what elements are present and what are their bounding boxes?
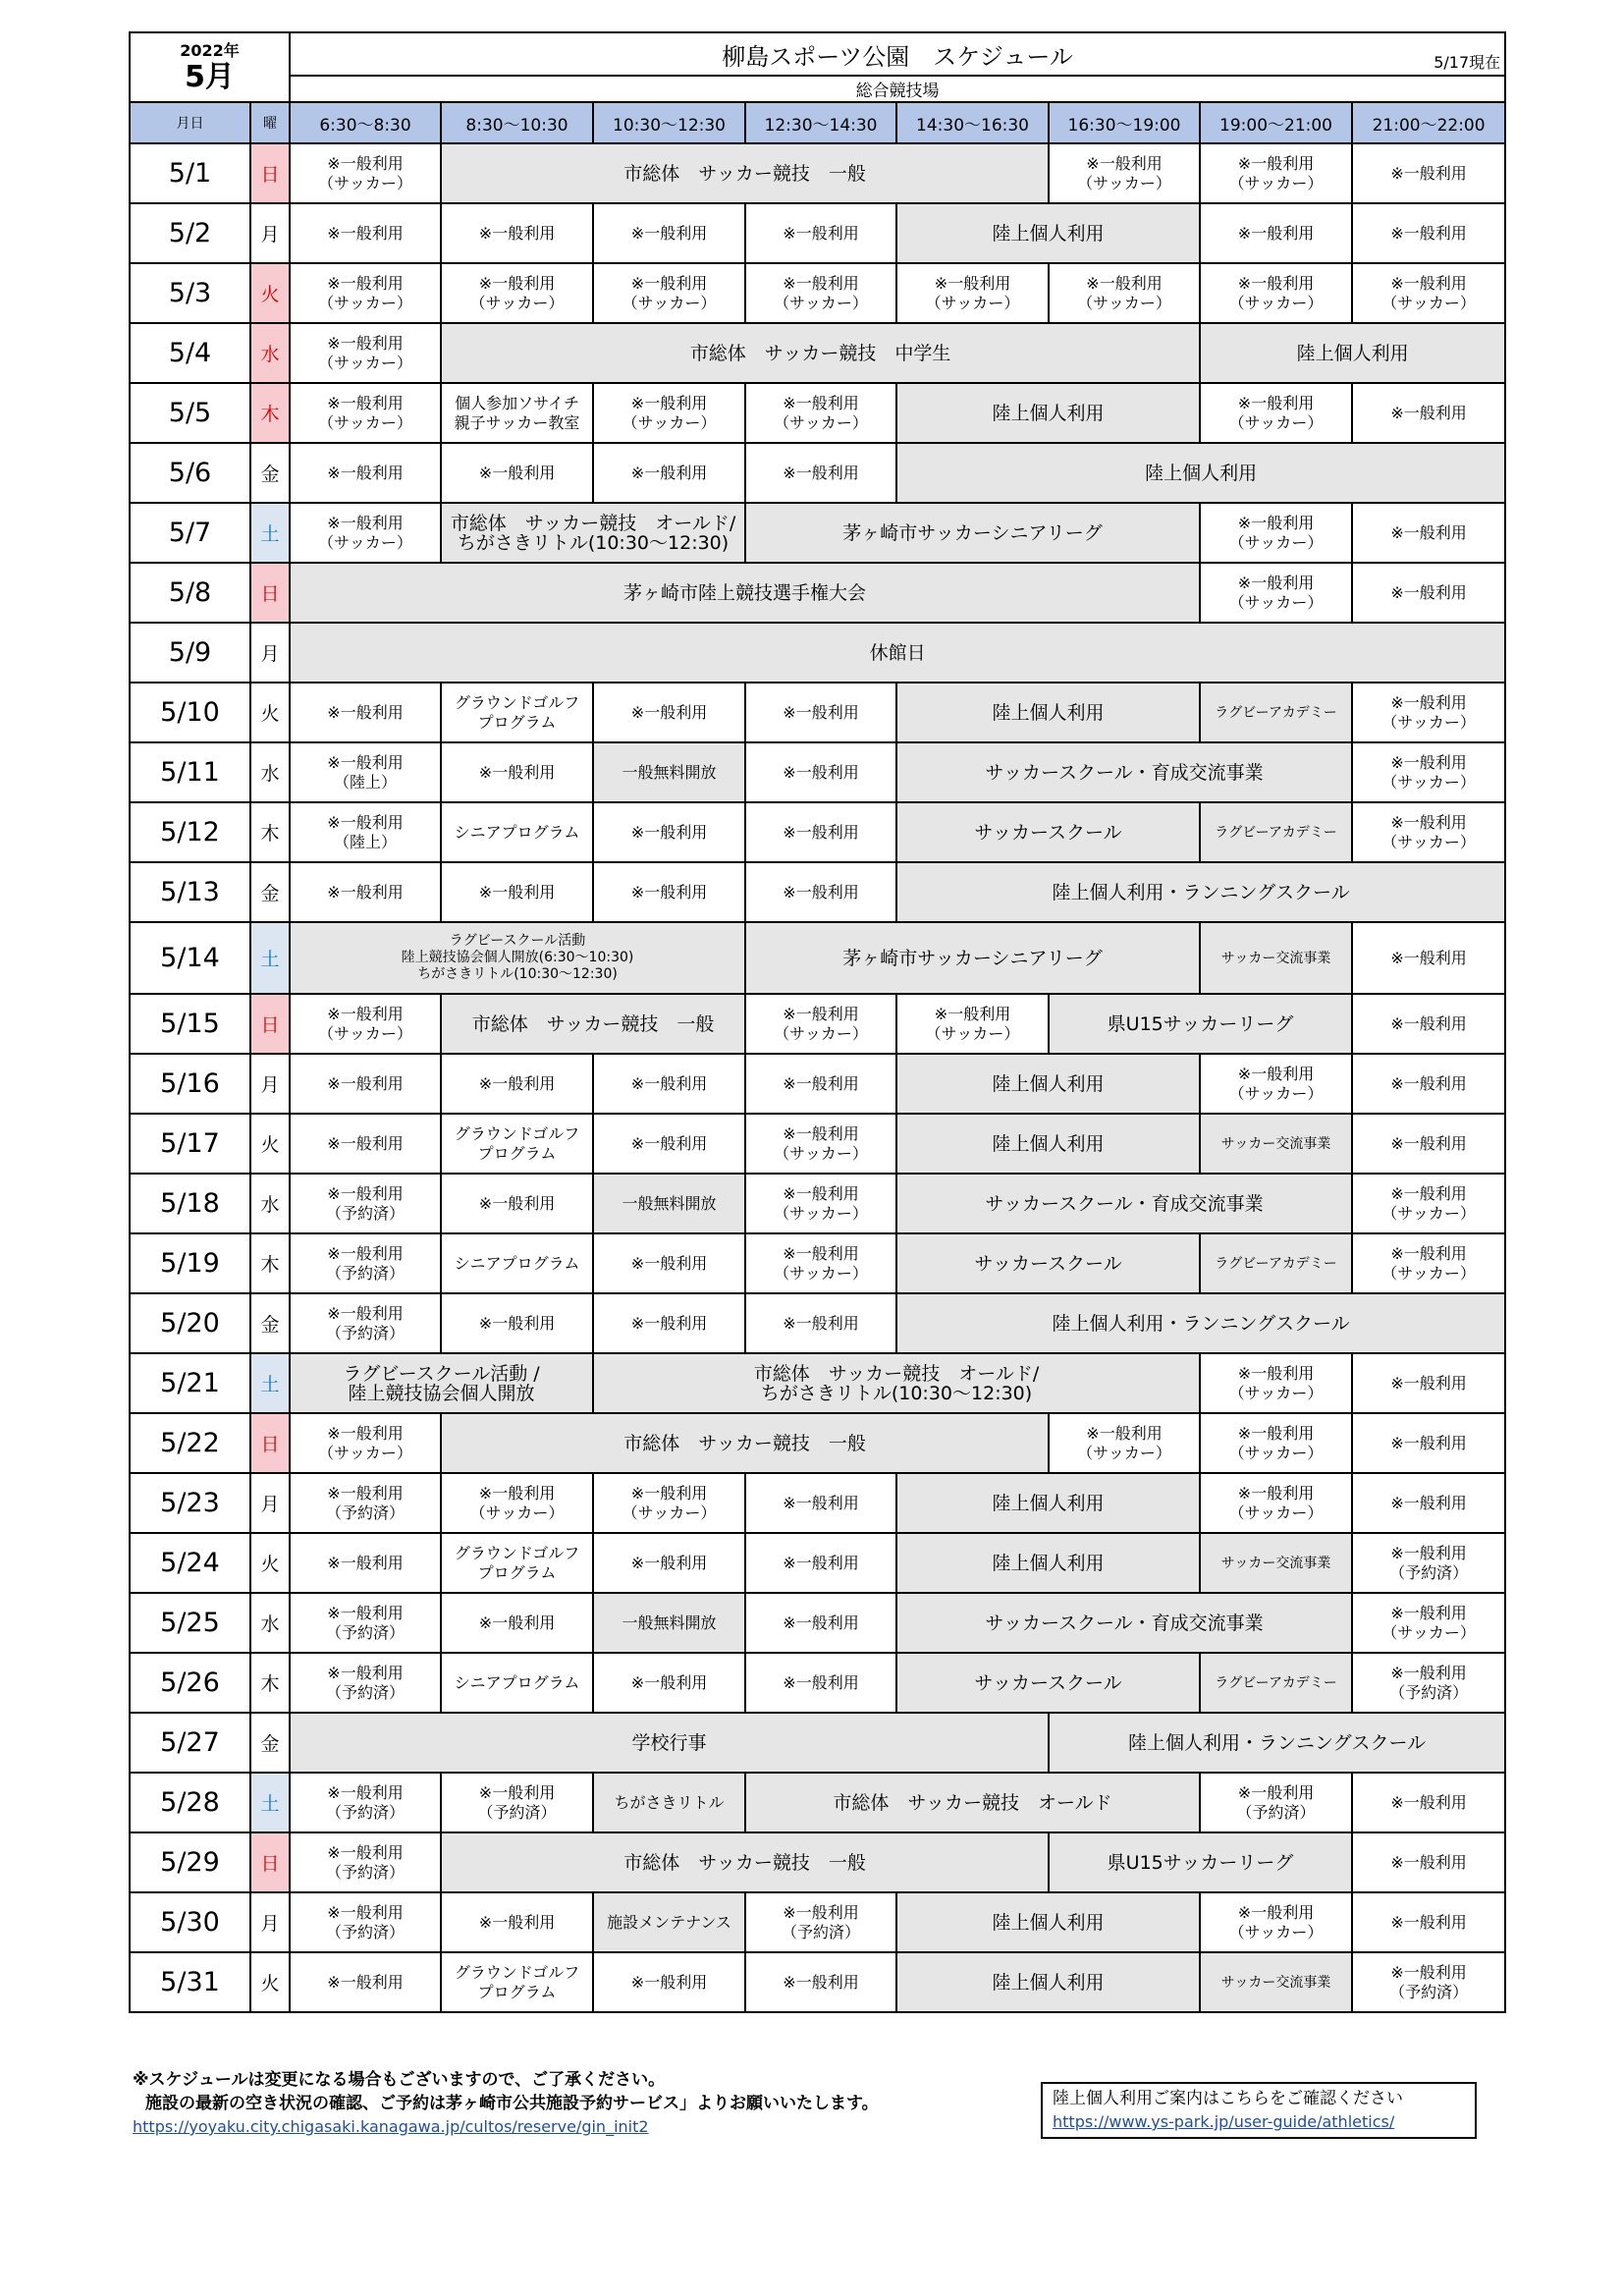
slot-cell: ※一般利用	[441, 203, 593, 263]
slot-cell: グラウンドゴルフ プログラム	[441, 1533, 593, 1593]
slot-cell: ※一般利用	[1352, 203, 1505, 263]
weekday-cell: 金	[250, 1293, 290, 1353]
slot-cell: ※一般利用 （サッカー）	[1200, 1413, 1352, 1473]
slot-cell: ※一般利用 （サッカー）	[1200, 1054, 1352, 1114]
event-cell: サッカー交流事業	[1200, 1114, 1352, 1174]
event-cell: 陸上個人利用	[896, 683, 1200, 742]
slot-cell: シニアプログラム	[441, 802, 593, 862]
weekday-cell: 火	[250, 1533, 290, 1593]
slot-cell: ※一般利用 （陸上）	[290, 802, 441, 862]
weekday-cell: 水	[250, 323, 290, 383]
date-cell: 5/20	[130, 1293, 250, 1353]
slot-cell: ※一般利用 （サッカー）	[745, 1114, 896, 1174]
weekday-cell: 火	[250, 1952, 290, 2012]
slot-cell: ※一般利用 （予約済）	[290, 1473, 441, 1533]
event-cell: 市総体 サッカー競技 一般	[441, 994, 745, 1054]
slot-cell: ※一般利用 （サッカー）	[745, 994, 896, 1054]
reservation-link[interactable]: https://yoyaku.city.chigasaki.kanagawa.jp/cultos/reserve/gin_init2	[133, 2117, 649, 2136]
date-cell: 5/29	[130, 1832, 250, 1892]
slot-cell: ※一般利用 （サッカー）	[745, 1174, 896, 1233]
event-cell: 県U15サッカーリーグ	[1049, 994, 1352, 1054]
slot-cell: ※一般利用 （予約済）	[1200, 1773, 1352, 1832]
slot-cell: ※一般利用	[745, 1293, 896, 1353]
event-cell: サッカー交流事業	[1200, 922, 1352, 994]
slot-cell: ※一般利用	[1352, 383, 1505, 443]
slot-cell: ※一般利用	[745, 1533, 896, 1593]
date-cell: 5/10	[130, 683, 250, 742]
slot-cell: ※一般利用 （サッカー）	[1352, 1174, 1505, 1233]
slot-cell: ※一般利用 （予約済）	[1352, 1653, 1505, 1713]
slot-cell: ※一般利用 （サッカー）	[593, 383, 745, 443]
slot-cell: ※一般利用 （サッカー）	[1200, 563, 1352, 623]
schedule-row	[130, 1413, 1505, 1473]
slot-cell: ※一般利用	[593, 1114, 745, 1174]
slot-cell: ※一般利用	[290, 1952, 441, 2012]
column-header-row	[130, 102, 1505, 143]
slot-cell: ※一般利用	[593, 203, 745, 263]
date-cell: 5/19	[130, 1233, 250, 1293]
schedule-row	[130, 1174, 1505, 1233]
weekday-cell: 火	[250, 683, 290, 742]
slot-cell: ※一般利用 （サッカー）	[290, 383, 441, 443]
col-date-header: 月日	[130, 102, 250, 143]
schedule-row	[130, 323, 1505, 383]
slot-cell: ※一般利用	[1352, 994, 1505, 1054]
weekday-cell: 火	[250, 263, 290, 323]
event-cell: サッカースクール・育成交流事業	[896, 1593, 1352, 1653]
weekday-cell: 火	[250, 1114, 290, 1174]
slot-cell: ※一般利用	[745, 1593, 896, 1653]
slot-cell: ※一般利用	[593, 862, 745, 922]
slot-cell: ※一般利用	[290, 203, 441, 263]
date-cell: 5/17	[130, 1114, 250, 1174]
slot-cell: ※一般利用 （サッカー）	[896, 994, 1049, 1054]
time-slot-header: 16:30～19:00	[1049, 102, 1200, 143]
schedule-row	[130, 1773, 1505, 1832]
event-cell: 陸上個人利用	[896, 1533, 1200, 1593]
slot-cell: ※一般利用	[593, 802, 745, 862]
date-cell: 5/1	[130, 143, 250, 203]
schedule-row	[130, 263, 1505, 323]
event-cell: ちがさきリトル	[593, 1773, 745, 1832]
as-of-date: 5/17現在	[1434, 53, 1501, 72]
schedule-row	[130, 383, 1505, 443]
slot-cell: ※一般利用 （サッカー）	[1352, 263, 1505, 323]
slot-cell: ※一般利用 （サッカー）	[441, 1473, 593, 1533]
slot-cell: ※一般利用	[441, 1054, 593, 1114]
slot-cell: ※一般利用 （サッカー）	[896, 263, 1049, 323]
schedule-row	[130, 1653, 1505, 1713]
slot-cell: グラウンドゴルフ プログラム	[441, 683, 593, 742]
athletics-info-box	[1041, 2082, 1477, 2139]
slot-cell: ※一般利用 （サッカー）	[1049, 143, 1200, 203]
slot-cell: ※一般利用 （サッカー）	[745, 1233, 896, 1293]
slot-cell: ※一般利用	[1352, 563, 1505, 623]
date-cell: 5/2	[130, 203, 250, 263]
slot-cell: ※一般利用 （サッカー）	[1200, 503, 1352, 563]
weekday-cell: 土	[250, 922, 290, 994]
slot-cell: ※一般利用 （サッカー）	[1200, 143, 1352, 203]
date-cell: 5/5	[130, 383, 250, 443]
event-cell: 一般無料開放	[593, 742, 745, 802]
month-label: 5月	[185, 59, 235, 94]
weekday-cell: 土	[250, 1773, 290, 1832]
event-cell: 陸上個人利用・ランニングスクール	[1049, 1713, 1505, 1773]
athletics-guide-link[interactable]: https://www.ys-park.jp/user-guide/athletics/	[1053, 2112, 1395, 2131]
slot-cell: ※一般利用 （サッカー）	[290, 503, 441, 563]
slot-cell: シニアプログラム	[441, 1653, 593, 1713]
event-cell: 施設メンテナンス	[593, 1892, 745, 1952]
slot-cell: ※一般利用 （予約済）	[441, 1773, 593, 1832]
slot-cell: ※一般利用	[1352, 1353, 1505, 1413]
weekday-cell: 土	[250, 1353, 290, 1413]
slot-cell: ※一般利用 （サッカー）	[441, 263, 593, 323]
slot-cell: ※一般利用	[745, 862, 896, 922]
slot-cell: ※一般利用	[745, 1653, 896, 1713]
weekday-cell: 水	[250, 1593, 290, 1653]
footnote-line-2: 施設の最新の空き状況の確認、ご予約は茅ヶ崎市公共施設予約サービス」よりお願いいたします。	[145, 2094, 879, 2113]
slot-cell: ※一般利用	[1352, 1773, 1505, 1832]
slot-cell: ※一般利用 （サッカー）	[290, 143, 441, 203]
slot-cell: ※一般利用	[1352, 922, 1505, 994]
schedule-row	[130, 1533, 1505, 1593]
slot-cell: ※一般利用	[1352, 1473, 1505, 1533]
date-cell: 5/6	[130, 443, 250, 503]
slot-cell: ※一般利用 （陸上）	[290, 742, 441, 802]
date-cell: 5/12	[130, 802, 250, 862]
slot-cell: ※一般利用	[1200, 203, 1352, 263]
slot-cell: ※一般利用	[745, 802, 896, 862]
slot-cell: ※一般利用 （予約済）	[290, 1653, 441, 1713]
event-cell: ラグビーアカデミー	[1200, 683, 1352, 742]
slot-cell: ※一般利用	[745, 683, 896, 742]
slot-cell: ※一般利用	[290, 1533, 441, 1593]
slot-cell: ※一般利用	[593, 1233, 745, 1293]
slot-cell: ※一般利用 （サッカー）	[1200, 1892, 1352, 1952]
slot-cell: ※一般利用 （サッカー）	[1200, 1473, 1352, 1533]
date-cell: 5/22	[130, 1413, 250, 1473]
slot-cell: ※一般利用	[441, 1892, 593, 1952]
slot-cell: ※一般利用	[290, 862, 441, 922]
date-cell: 5/14	[130, 922, 250, 994]
event-cell: 一般無料開放	[593, 1174, 745, 1233]
schedule-row	[130, 203, 1505, 263]
schedule-row	[130, 443, 1505, 503]
event-cell: ラグビーアカデミー	[1200, 802, 1352, 862]
slot-cell: ※一般利用	[290, 1054, 441, 1114]
date-cell: 5/4	[130, 323, 250, 383]
date-cell: 5/13	[130, 862, 250, 922]
event-cell: 陸上個人利用	[1200, 323, 1505, 383]
event-cell: 陸上個人利用	[896, 1114, 1200, 1174]
schedule-row	[130, 802, 1505, 862]
weekday-cell: 金	[250, 1713, 290, 1773]
slot-cell: ※一般利用	[441, 862, 593, 922]
time-slot-header: 14:30～16:30	[896, 102, 1049, 143]
slot-cell: ※一般利用	[745, 1054, 896, 1114]
slot-cell: グラウンドゴルフ プログラム	[441, 1952, 593, 2012]
event-cell: 茅ヶ崎市サッカーシニアリーグ	[745, 503, 1200, 563]
weekday-cell: 日	[250, 1413, 290, 1473]
date-cell: 5/11	[130, 742, 250, 802]
slot-cell: ※一般利用 （サッカー）	[1352, 742, 1505, 802]
slot-cell: ※一般利用	[1352, 143, 1505, 203]
event-cell: サッカースクール	[896, 1653, 1200, 1713]
slot-cell: ※一般利用	[745, 203, 896, 263]
weekday-cell: 木	[250, 383, 290, 443]
year-label: 2022年	[180, 40, 240, 60]
time-slot-header: 19:00～21:00	[1200, 102, 1352, 143]
date-cell: 5/9	[130, 623, 250, 683]
weekday-cell: 日	[250, 1832, 290, 1892]
date-cell: 5/25	[130, 1593, 250, 1653]
slot-cell: 個人参加ソサイチ 親子サッカー教室	[441, 383, 593, 443]
date-cell: 5/23	[130, 1473, 250, 1533]
slot-cell: ※一般利用	[441, 443, 593, 503]
slot-cell: ※一般利用 （サッカー）	[745, 263, 896, 323]
event-cell: サッカースクール・育成交流事業	[896, 1174, 1352, 1233]
schedule-row	[130, 1593, 1505, 1653]
date-cell: 5/24	[130, 1533, 250, 1593]
slot-cell: ※一般利用 （サッカー）	[1200, 1353, 1352, 1413]
slot-cell: ※一般利用	[593, 443, 745, 503]
slot-cell: ※一般利用	[1352, 1413, 1505, 1473]
time-slot-header: 8:30～10:30	[441, 102, 593, 143]
slot-cell: ※一般利用 （予約済）	[290, 1174, 441, 1233]
slot-cell: ※一般利用	[441, 1593, 593, 1653]
page-title: 柳島スポーツ公園 スケジュール	[722, 42, 1073, 71]
schedule-row	[130, 503, 1505, 563]
event-cell: 一般無料開放	[593, 1593, 745, 1653]
schedule-row	[130, 994, 1505, 1054]
facility-name: 総合競技場	[290, 76, 1505, 102]
event-cell: 陸上個人利用	[896, 443, 1505, 503]
event-cell: 陸上個人利用	[896, 383, 1200, 443]
weekday-cell: 木	[250, 1653, 290, 1713]
weekday-cell: 土	[250, 503, 290, 563]
slot-cell: ※一般利用 （予約済）	[290, 1293, 441, 1353]
slot-cell: ※一般利用	[1352, 1054, 1505, 1114]
slot-cell: ※一般利用	[441, 1174, 593, 1233]
date-cell: 5/8	[130, 563, 250, 623]
event-cell: 茅ヶ崎市陸上競技選手権大会	[290, 563, 1200, 623]
slot-cell: ※一般利用 （サッカー）	[1352, 683, 1505, 742]
date-cell: 5/18	[130, 1174, 250, 1233]
schedule-row	[130, 623, 1505, 683]
weekday-cell: 月	[250, 1892, 290, 1952]
event-cell: サッカースクール	[896, 802, 1200, 862]
slot-cell: ※一般利用 （予約済）	[290, 1773, 441, 1832]
date-cell: 5/16	[130, 1054, 250, 1114]
schedule-row	[130, 1713, 1505, 1773]
schedule-row	[130, 1353, 1505, 1413]
event-cell: 市総体 サッカー競技 一般	[441, 1832, 1049, 1892]
slot-cell: ※一般利用	[745, 742, 896, 802]
event-cell: 陸上個人利用	[896, 203, 1200, 263]
slot-cell: ※一般利用	[593, 683, 745, 742]
date-cell: 5/27	[130, 1713, 250, 1773]
event-cell: サッカースクール	[896, 1233, 1200, 1293]
slot-cell: ※一般利用	[290, 443, 441, 503]
weekday-cell: 月	[250, 1054, 290, 1114]
date-cell: 5/31	[130, 1952, 250, 2012]
slot-cell: ※一般利用 （サッカー）	[290, 263, 441, 323]
weekday-cell: 水	[250, 1174, 290, 1233]
footnote	[133, 2068, 879, 2139]
slot-cell: ※一般利用	[441, 1293, 593, 1353]
date-cell: 5/15	[130, 994, 250, 1054]
slot-cell: ※一般利用 （サッカー）	[593, 1473, 745, 1533]
event-cell: 陸上個人利用	[896, 1473, 1200, 1533]
slot-cell: ※一般利用	[290, 683, 441, 742]
date-cell: 5/26	[130, 1653, 250, 1713]
slot-cell: ※一般利用 （サッカー）	[290, 323, 441, 383]
slot-cell: ※一般利用	[593, 1533, 745, 1593]
schedule-table	[129, 31, 1506, 2013]
slot-cell: ※一般利用	[593, 1952, 745, 2012]
slot-cell: ※一般利用 （予約済）	[290, 1892, 441, 1952]
schedule-row	[130, 143, 1505, 203]
time-slot-header: 6:30～8:30	[290, 102, 441, 143]
slot-cell: ※一般利用 （サッカー）	[745, 383, 896, 443]
event-cell: 市総体 サッカー競技 オールド	[745, 1773, 1200, 1832]
time-slot-header: 10:30～12:30	[593, 102, 745, 143]
slot-cell: ※一般利用 （予約済）	[1352, 1952, 1505, 2012]
event-cell: 市総体 サッカー競技 オールド/ ちがさきリトル(10:30～12:30)	[593, 1353, 1200, 1413]
schedule-row	[130, 1293, 1505, 1353]
schedule-row	[130, 1114, 1505, 1174]
slot-cell: ※一般利用 （予約済）	[290, 1832, 441, 1892]
weekday-cell: 木	[250, 802, 290, 862]
event-cell: ラグビースクール活動 陸上競技協会個人開放(6:30～10:30) ちがさきリトル(10:30～12:30)	[290, 922, 745, 994]
event-cell: 市総体 サッカー競技 中学生	[441, 323, 1200, 383]
schedule-row	[130, 1892, 1505, 1952]
event-cell: 休館日	[290, 623, 1505, 683]
event-cell: サッカースクール・育成交流事業	[896, 742, 1352, 802]
slot-cell: ※一般利用 （予約済）	[745, 1892, 896, 1952]
weekday-cell: 金	[250, 443, 290, 503]
slot-cell: ※一般利用 （予約済）	[1352, 1533, 1505, 1593]
event-cell: 陸上個人利用・ランニングスクール	[896, 862, 1505, 922]
slot-cell: ※一般利用 （サッカー）	[290, 994, 441, 1054]
slot-cell: シニアプログラム	[441, 1233, 593, 1293]
weekday-cell: 木	[250, 1233, 290, 1293]
slot-cell: ※一般利用	[1352, 1832, 1505, 1892]
weekday-cell: 水	[250, 742, 290, 802]
footnote-line-1: ※スケジュールは変更になる場合もございますので、ご了承ください。	[133, 2070, 666, 2090]
event-cell: 県U15サッカーリーグ	[1049, 1832, 1352, 1892]
slot-cell: ※一般利用 （サッカー）	[1352, 802, 1505, 862]
event-cell: 茅ヶ崎市サッカーシニアリーグ	[745, 922, 1200, 994]
weekday-cell: 月	[250, 203, 290, 263]
event-cell: 陸上個人利用	[896, 1892, 1200, 1952]
slot-cell: ※一般利用	[441, 742, 593, 802]
slot-cell: ※一般利用 （サッカー）	[1049, 1413, 1200, 1473]
slot-cell: ※一般利用 （サッカー）	[593, 263, 745, 323]
slot-cell: ※一般利用	[290, 1114, 441, 1174]
slot-cell: ※一般利用	[593, 1054, 745, 1114]
date-cell: 5/28	[130, 1773, 250, 1832]
event-cell: ラグビーアカデミー	[1200, 1653, 1352, 1713]
weekday-cell: 日	[250, 143, 290, 203]
slot-cell: ※一般利用	[1352, 1114, 1505, 1174]
event-cell: 陸上個人利用・ランニングスクール	[896, 1293, 1505, 1353]
event-cell: 市総体 サッカー競技 オールド/ ちがさきリトル(10:30～12:30)	[441, 503, 745, 563]
schedule-row	[130, 1952, 1505, 2012]
slot-cell: ※一般利用 （サッカー）	[1352, 1233, 1505, 1293]
event-cell: ラグビーアカデミー	[1200, 1233, 1352, 1293]
event-cell: 学校行事	[290, 1713, 1049, 1773]
slot-cell: グラウンドゴルフ プログラム	[441, 1114, 593, 1174]
slot-cell: ※一般利用	[593, 1653, 745, 1713]
weekday-cell: 月	[250, 623, 290, 683]
time-slot-header: 21:00～22:00	[1352, 102, 1505, 143]
event-cell: 市総体 サッカー競技 一般	[441, 143, 1049, 203]
schedule-row	[130, 922, 1505, 994]
slot-cell: ※一般利用	[1352, 1892, 1505, 1952]
slot-cell: ※一般利用	[745, 1473, 896, 1533]
slot-cell: ※一般利用	[745, 443, 896, 503]
weekday-cell: 日	[250, 563, 290, 623]
time-slot-header: 12:30～14:30	[745, 102, 896, 143]
event-cell: 市総体 サッカー競技 一般	[441, 1413, 1049, 1473]
slot-cell: ※一般利用 （サッカー）	[290, 1413, 441, 1473]
event-cell: サッカー交流事業	[1200, 1952, 1352, 2012]
schedule-row	[130, 683, 1505, 742]
year-month-cell	[130, 32, 290, 102]
date-cell: 5/3	[130, 263, 250, 323]
weekday-cell: 金	[250, 862, 290, 922]
slot-cell: ※一般利用 （サッカー）	[1352, 1593, 1505, 1653]
slot-cell: ※一般利用 （サッカー）	[1200, 383, 1352, 443]
event-cell: 陸上個人利用	[896, 1054, 1200, 1114]
schedule-row	[130, 862, 1505, 922]
weekday-cell: 日	[250, 994, 290, 1054]
schedule-row	[130, 742, 1505, 802]
slot-cell: ※一般利用	[1352, 503, 1505, 563]
athletics-info-text: 陸上個人利用ご案内はこちらをご確認ください	[1053, 2089, 1403, 2108]
slot-cell: ※一般利用 （予約済）	[290, 1233, 441, 1293]
schedule-row	[130, 1233, 1505, 1293]
date-cell: 5/30	[130, 1892, 250, 1952]
date-cell: 5/21	[130, 1353, 250, 1413]
page-title-cell	[290, 32, 1505, 76]
slot-cell: ※一般利用 （サッカー）	[1200, 263, 1352, 323]
schedule-row	[130, 1473, 1505, 1533]
event-cell: サッカー交流事業	[1200, 1533, 1352, 1593]
schedule-row	[130, 1054, 1505, 1114]
slot-cell: ※一般利用 （予約済）	[290, 1593, 441, 1653]
slot-cell: ※一般利用	[593, 1293, 745, 1353]
schedule-row	[130, 1832, 1505, 1892]
slot-cell: ※一般利用 （サッカー）	[1049, 263, 1200, 323]
slot-cell: ※一般利用	[745, 1952, 896, 2012]
schedule-row	[130, 563, 1505, 623]
date-cell: 5/7	[130, 503, 250, 563]
col-dow-header: 曜	[250, 102, 290, 143]
weekday-cell: 月	[250, 1473, 290, 1533]
event-cell: 陸上個人利用	[896, 1952, 1200, 2012]
event-cell: ラグビースクール活動 / 陸上競技協会個人開放	[290, 1353, 593, 1413]
